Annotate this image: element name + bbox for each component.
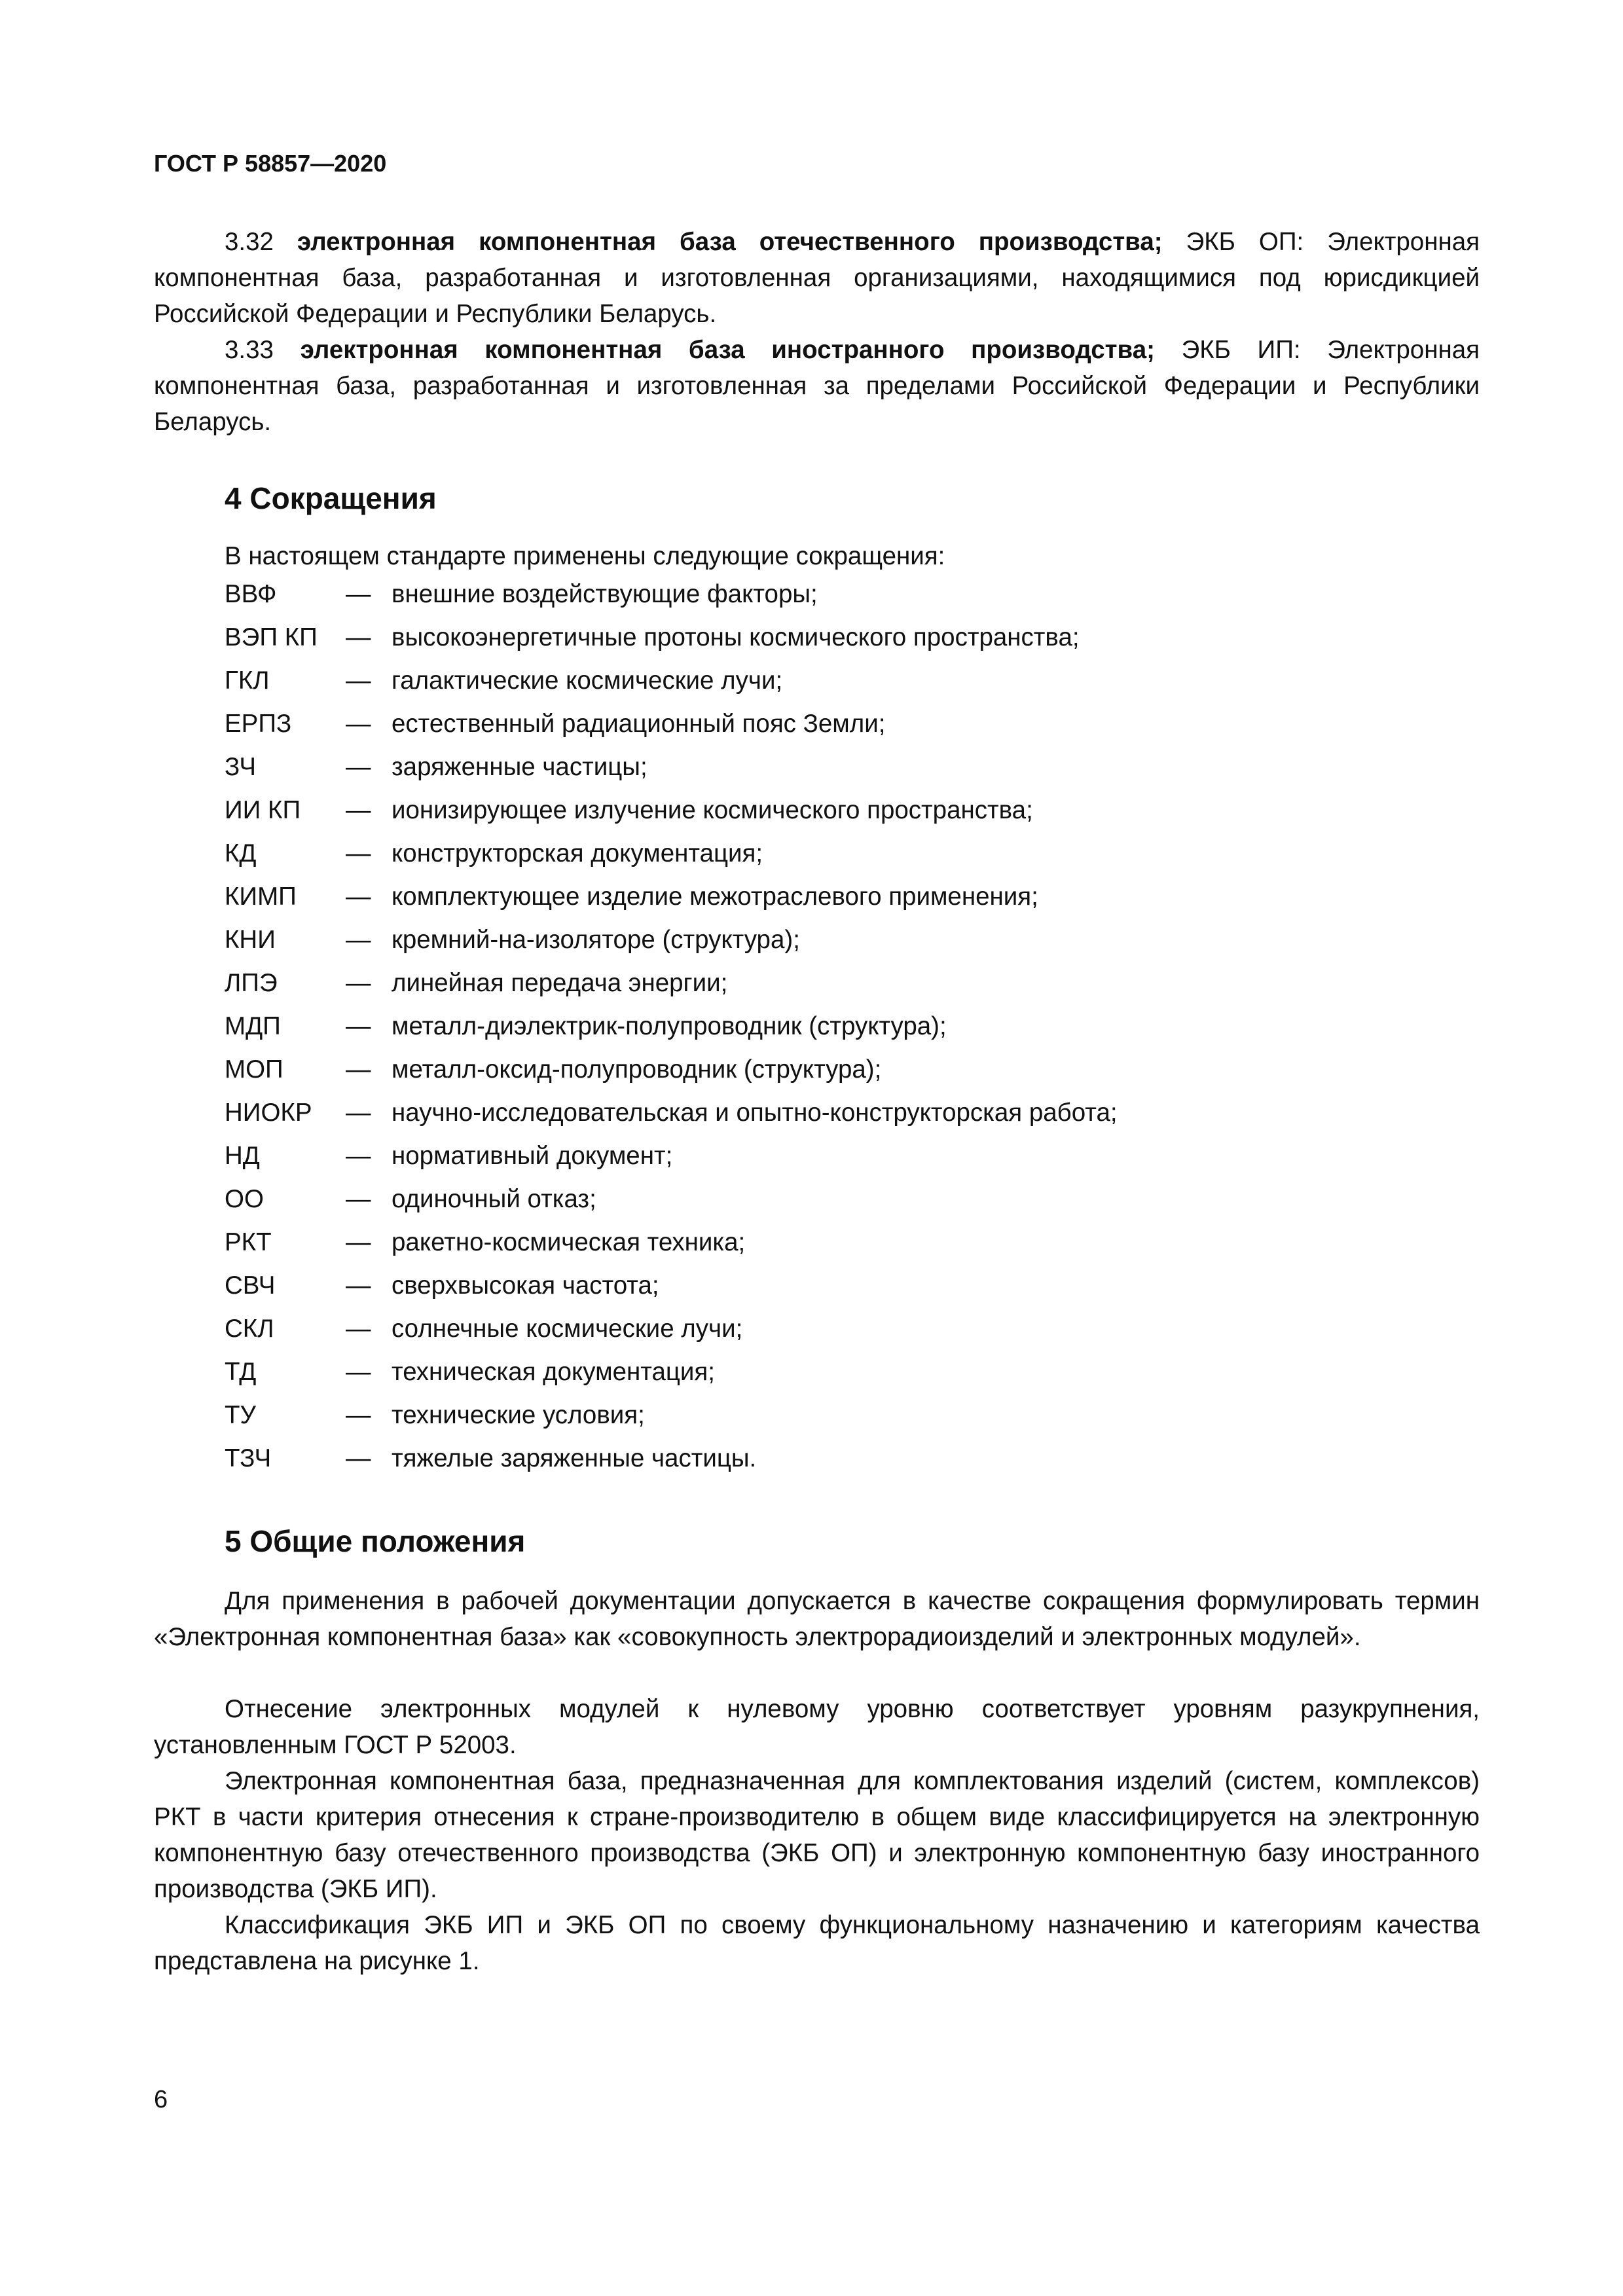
abbreviation-definition: ракетно-космическая техника; [392, 1228, 746, 1256]
abbreviations-list [225, 576, 1468, 1484]
abbreviation: ЗЧ [225, 753, 257, 781]
abbreviation-row [225, 835, 1468, 879]
definition-term: электронная компонентная база иностранного производства; [300, 336, 1155, 364]
abbreviation-definition: естественный радиационный пояс Земли; [392, 710, 886, 738]
abbreviation-row [225, 1354, 1468, 1397]
abbreviation-definition: ионизирующее излучение космического пространства; [392, 796, 1033, 824]
abbreviation: НИОКР [225, 1099, 312, 1127]
abbreviation-row [225, 1051, 1468, 1095]
abbreviation-dash: — [346, 1358, 371, 1386]
abbreviation-dash: — [346, 1099, 371, 1127]
abbreviation-row [225, 1224, 1468, 1267]
abbreviation-definition: технические условия; [392, 1401, 645, 1429]
abbreviation-row [225, 879, 1468, 922]
abbreviation-row [225, 1440, 1468, 1484]
abbreviations-intro: В настоящем стандарте применены следующие сокращения: [225, 542, 945, 570]
abbreviation-row [225, 922, 1468, 965]
abbreviation-definition: заряженные частицы; [392, 753, 647, 781]
abbreviation-dash: — [346, 1228, 371, 1256]
abbreviation-dash: — [346, 623, 371, 651]
abbreviation-dash: — [346, 1185, 371, 1213]
abbreviation-dash: — [346, 753, 371, 781]
abbreviation-definition: комплектующее изделие межотраслевого применения; [392, 883, 1038, 911]
abbreviation-definition: линейная передача энергии; [392, 969, 728, 997]
section-5-paragraph: Для применения в рабочей документации допускается в качестве сокращения формулировать термин «Электронная компонентная база» как «совокупность электрорадиоизделий и электронных модулей». [154, 1587, 1480, 1651]
definition-3-33 [154, 332, 1480, 440]
page-number: 6 [154, 2086, 168, 2113]
abbreviation-definition: тяжелые заряженные частицы. [392, 1444, 757, 1472]
abbreviation-definition: металл-оксид-полупроводник (структура); [392, 1055, 882, 1084]
abbreviation-definition: сверхвысокая частота; [392, 1271, 659, 1300]
abbreviation: ЕРПЗ [225, 710, 292, 738]
definition-number: 3.33 [225, 336, 274, 364]
abbreviation-row [225, 576, 1468, 619]
abbreviation-row [225, 1267, 1468, 1311]
abbreviation-dash: — [346, 1444, 371, 1472]
abbreviation-dash: — [346, 1315, 371, 1343]
abbreviation-dash: — [346, 883, 371, 911]
abbreviation: ТУ [225, 1401, 256, 1429]
abbreviation-dash: — [346, 839, 371, 867]
abbreviation-definition: галактические космические лучи; [392, 666, 783, 695]
abbreviation: МОП [225, 1055, 283, 1084]
abbreviation: МДП [225, 1012, 281, 1040]
abbreviation-dash: — [346, 969, 371, 997]
section-5-paragraph: Классификация ЭКБ ИП и ЭКБ ОП по своему функциональному назначению и категориям качества представлена на рисунке 1. [154, 1911, 1480, 1975]
abbreviation: ОО [225, 1185, 264, 1213]
abbreviation-dash: — [346, 1401, 371, 1429]
abbreviation-definition: конструкторская документация; [392, 839, 763, 867]
abbreviation-definition: высокоэнергетичные протоны космического пространства; [392, 623, 1080, 651]
abbreviation-definition: металл-диэлектрик-полупроводник (структура); [392, 1012, 947, 1040]
abbreviation-row [225, 1397, 1468, 1440]
definition-number: 3.32 [225, 228, 274, 256]
abbreviation-definition: нормативный документ; [392, 1142, 673, 1170]
definition-text: ЭКБ ИП: Электронная компонентная база, разработанная и изготовленная за пределами Российской Федерации и Республики Беларусь. [154, 336, 1480, 436]
abbreviation-row [225, 1181, 1468, 1224]
section-4-title: 4 Сокращения [225, 481, 437, 515]
abbreviation-dash: — [346, 1012, 371, 1040]
abbreviation-dash: — [346, 1142, 371, 1170]
abbreviation-definition: одиночный отказ; [392, 1185, 596, 1213]
abbreviation-dash: — [346, 796, 371, 824]
section-5-title: 5 Общие положения [225, 1524, 526, 1558]
abbreviation-definition: кремний-на-изоляторе (структура); [392, 926, 800, 954]
abbreviation-row [225, 749, 1468, 792]
abbreviation: СВЧ [225, 1271, 276, 1300]
abbreviation-row [225, 792, 1468, 835]
abbreviation-definition: солнечные космические лучи; [392, 1315, 743, 1343]
abbreviation-row [225, 1095, 1468, 1138]
abbreviation: РКТ [225, 1228, 272, 1256]
abbreviation-row [225, 706, 1468, 749]
abbreviation: ИИ КП [225, 796, 301, 824]
abbreviation: НД [225, 1142, 260, 1170]
abbreviation: КД [225, 839, 257, 867]
abbreviation: ЛПЭ [225, 969, 278, 997]
abbreviation-dash: — [346, 710, 371, 738]
abbreviation: ГКЛ [225, 666, 270, 695]
abbreviation-definition: техническая документация; [392, 1358, 715, 1386]
abbreviation: ТД [225, 1358, 257, 1386]
abbreviation-dash: — [346, 666, 371, 695]
abbreviation-dash: — [346, 580, 371, 608]
abbreviation-row [225, 1311, 1468, 1354]
abbreviation-definition: научно-исследовательская и опытно-конструкторская работа; [392, 1099, 1118, 1127]
definition-text: ЭКБ ОП: Электронная компонентная база, разработанная и изготовленная организациями, находящимися под юрисдикцией Российской Федерации и Республики Беларусь. [154, 228, 1480, 328]
abbreviation-definition: внешние воздействующие факторы; [392, 580, 818, 608]
abbreviation-row [225, 1138, 1468, 1181]
abbreviation: ВЭП КП [225, 623, 318, 651]
abbreviation: ТЗЧ [225, 1444, 272, 1472]
abbreviation: КИМП [225, 883, 297, 911]
abbreviation: СКЛ [225, 1315, 274, 1343]
abbreviation-dash: — [346, 1271, 371, 1300]
section-5-paragraph: Электронная компонентная база, предназначенная для комплектования изделий (систем, комплексов) РКТ в части критерия отнесения к стране-производителю в общем виде классифицируется на электронную компонентную базу отечественного производства (ЭКБ ОП) и электронную компонентную базу иностранного производства (ЭКБ ИП). [154, 1767, 1480, 1903]
document-header: ГОСТ Р 58857—2020 [154, 150, 387, 177]
abbreviation-row [225, 663, 1468, 706]
definition-term: электронная компонентная база отечественного производства; [297, 228, 1163, 256]
definition-3-32 [154, 224, 1480, 332]
section-5-paragraph: Отнесение электронных модулей к нулевому уровню соответствует уровням разукрупнения, установленным ГОСТ Р 52003. [154, 1695, 1480, 1759]
abbreviation: КНИ [225, 926, 276, 954]
abbreviation-row [225, 1008, 1468, 1051]
abbreviation-row [225, 965, 1468, 1008]
abbreviation: ВВФ [225, 580, 277, 608]
abbreviation-row [225, 619, 1468, 663]
abbreviation-dash: — [346, 1055, 371, 1084]
abbreviation-dash: — [346, 926, 371, 954]
